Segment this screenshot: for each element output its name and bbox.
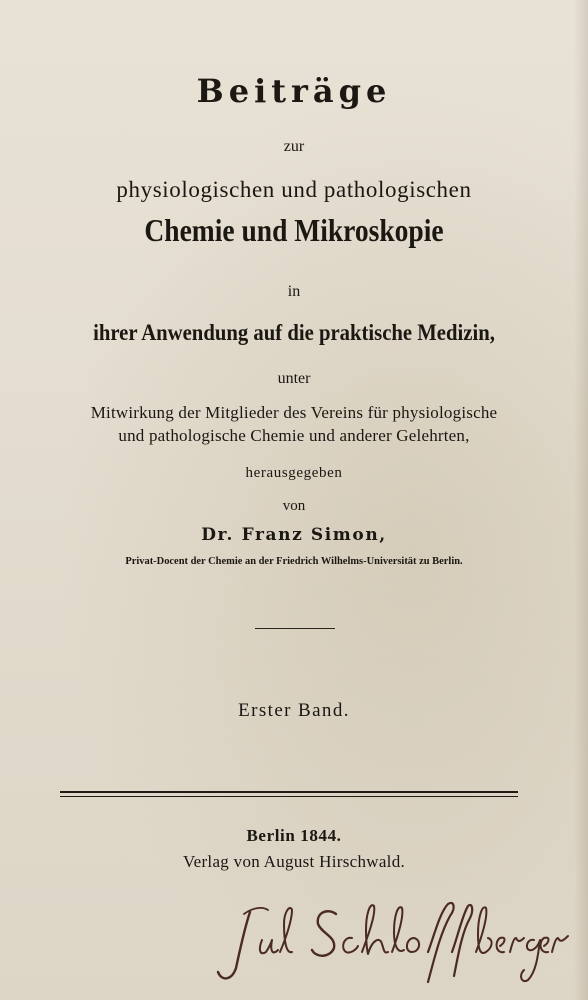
word-herausgegeben: herausgegeben: [245, 465, 343, 481]
subtitle-line-1: physiologischen und pathologischen: [116, 177, 472, 202]
collaboration-line-1: Mitwirkung der Mitglieder des Vereins für physiologische: [90, 403, 498, 422]
book-title: Beiträge: [196, 72, 392, 110]
word-in: in: [287, 283, 301, 300]
publisher-line: Verlag von August Hirschwald.: [182, 852, 406, 871]
subtitle-line-2: Chemie und Mikroskopie: [144, 212, 444, 248]
collaboration-line-2: und pathologische Chemie und anderer Gelehrten,: [118, 426, 470, 445]
subtitle-line-3: ihrer Anwendung auf die praktische Medizin,: [93, 320, 495, 345]
word-zur: zur: [283, 138, 305, 155]
place-and-year: Berlin 1844.: [246, 826, 342, 845]
author-affiliation: Privat-Docent der Chemie an der Friedrich Wilhelms-Universität zu Berlin.: [125, 555, 463, 567]
volume-label: Erster Band.: [238, 700, 350, 721]
word-von: von: [282, 498, 306, 514]
author-name: Dr. Franz Simon,: [201, 525, 387, 545]
word-unter: unter: [277, 370, 311, 387]
